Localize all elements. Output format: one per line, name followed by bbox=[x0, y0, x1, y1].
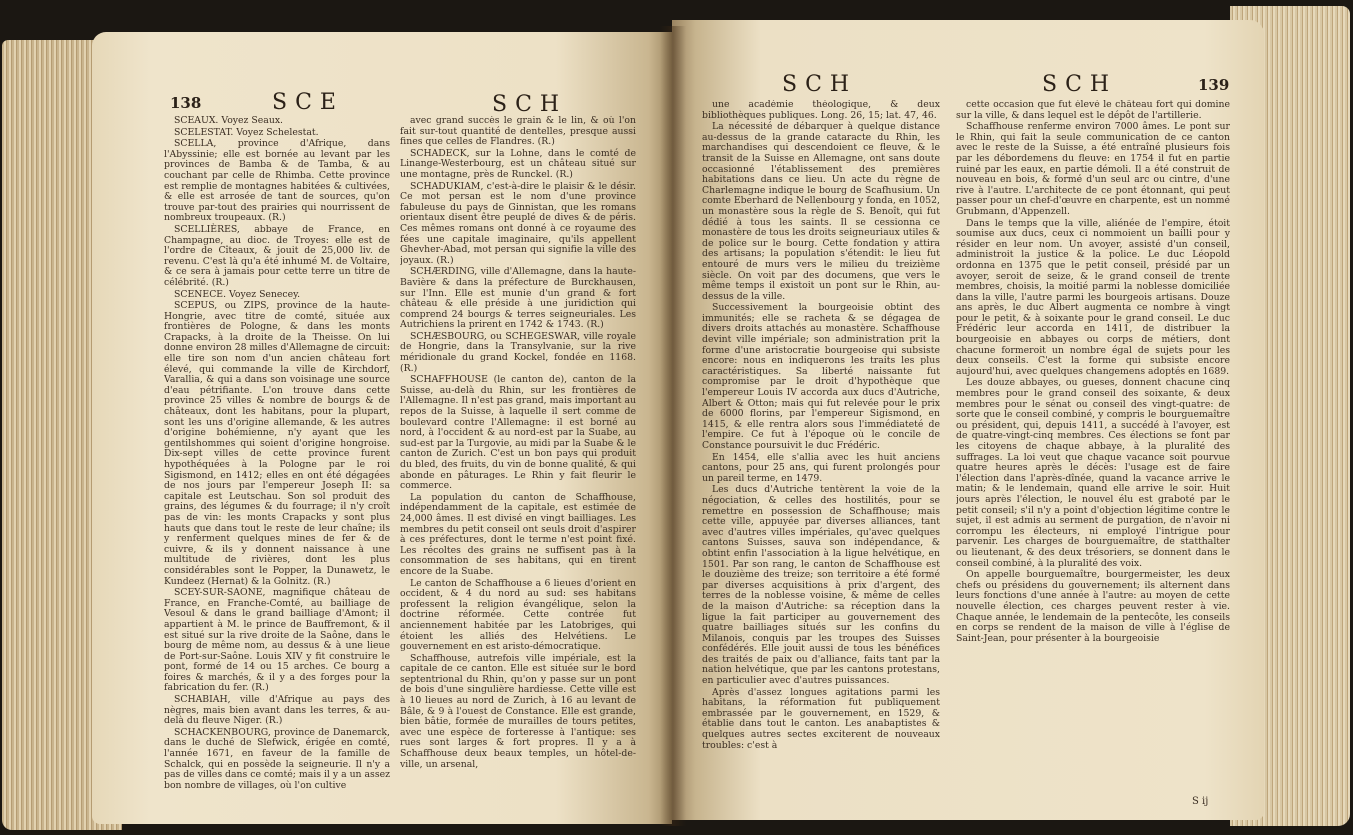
running-head-left: SCH bbox=[782, 72, 858, 97]
text-column-1 bbox=[702, 100, 940, 812]
paragraph: Schaffhouse renferme environ 7000 âmes. Le pont sur le Rhin, qui fait la seule communication de ce canton avec le reste de la Suisse, a été entraîné plusieurs fois par les débordemens du fleuve: en 1754 il fut en partie ruiné par les eaux, en partie démoli. Il a été construit de nouveau en bois, & formé d'un seul arc ou cintre, d'une rive à l'autre. L'architecte de ce pont étonnant, qui peut passer pour un chef-d'œuvre en charpente, est un nommé Grubmann, d'Appenzell. bbox=[956, 121, 1230, 217]
paragraph: SCELLIÈRES, abbaye de France, en Champagne, au dioc. de Troyes: elle est de l'ordre de Cîteaux, & jouit de 25,000 liv. de revenu. C'est là qu'a été inhumé M. de Voltaire, & ce sera à jamais pour cette terre un titre de célébrité. (R.) bbox=[164, 223, 390, 288]
text-column-2 bbox=[956, 100, 1230, 800]
paragraph: SCHABIAH, ville d'Afrique au pays des nègres, mais bien avant dans les terres, & au-delà du fleuve Niger. (R.) bbox=[164, 694, 390, 727]
catchword: S ij bbox=[1192, 796, 1209, 807]
text-column-2 bbox=[400, 116, 636, 806]
right-page bbox=[672, 20, 1264, 820]
paragraph: SCHACKENBOURG, province de Danemarck, dans le duché de Slefwick, érigée en comté, l'année 1671, en faveur de la famille de Schalck, qui en possède la seigneurie. Il n'y a pas de villes dans ce comté; mais il y a un assez bon nombre de villages, où l'on cultive bbox=[164, 726, 390, 791]
paragraph: avec grand succès le grain & le lin, & où l'on fait sur-tout quantité de dentelles, presque aussi fines que celles de Flandres. (R.) bbox=[400, 116, 636, 148]
paragraph: La nécessité de débarquer à quelque distance au-dessus de la grande cataracte du Rhin, les marchandises qui descendoient ce fleuve, & le transit de la Suisse en Allemagne, ont sans doute occasionné l'établissement des premières habitations dans ce lieu. Un acte du règne de Charlemagne indique le bourg de Scafhusium. Un comte Eberhard de Nellenbourg y fonda, en 1052, un monastère sous la règle de S. Benoît, qui fut dédié à tous les saints. Il se cessionna ce monastère de tous les droits seigneuriaux utiles & de police sur le bourg. Cette fondation y attira des artisans; la population s'étendit: le lieu fut entouré de murs vers le milieu du treizième siècle. On voit par des documens, que vers le même temps il existoit un pont sur le Rhin, au-dessus de la ville. bbox=[702, 121, 940, 302]
book-gutter bbox=[660, 26, 686, 826]
paragraph: En 1454, elle s'allia avec les huit anciens cantons, pour 25 ans, qui furent prolongés pour un pareil terme, en 1479. bbox=[702, 451, 940, 484]
paragraph: SCEY-SUR-SAONE, magnifique château de France, en Franche-Comté, au bailliage de Vesoul & dans le grand bailliage d'Amont; il appartient à M. le prince de Bauffremont, & il est situé sur la rive droite de la Saône, dans le bourg de même nom, au dessus & à une lieue de Port-sur-Saône. Louis XIV y fit construire le pont, formé de 14 ou 15 arches. Ce bourg a foires & marchés, & il y a des forges pour la fabrication du fer. (R.) bbox=[164, 587, 390, 694]
paragraph: SCELLA, province d'Afrique, dans l'Abyssinie; elle est bornée au levant par les provinces de Bamba & de Tamba, & au couchant par celle de Rhimba. Cette province est remplie de montagnes habitées & cultivées, & elle est arrosée de tant de sources, qu'on trouve par-tout des prairies qui nourrissent de nombreux troupeaux. (R.) bbox=[164, 138, 390, 224]
paragraph: On appelle bourguemaître, bourgermeister, les deux chefs ou présidens du gouvernement; ils alternent dans leurs fonctions d'une année à l'autre: au moyen de cette nouvelle élection, ces charges peuvent rester à vie. Chaque année, le lendemain de la pentecôte, les conseils en corps se rendent de la maison de ville à l'église de Saint-Jean, pour présenter à la bourgeoisie bbox=[956, 569, 1230, 644]
page-number: 138 bbox=[170, 94, 202, 112]
paragraph: SCEPUS, ou ZIPS, province de la haute-Hongrie, avec titre de comté, située aux frontières de Pologne, & dans les monts Crapacks, à la droite de la Theisse. On lui donne environ 28 milles d'Allemagne de circuit: elle tire son nom d'un ancien château fort élevé, qui commande la ville de Kirchdorf, Varallia, & qui a dans son voisinage une source d'eau pétrifiante. L'on trouve dans cette province 25 villes & nombre de bourgs & de châteaux, dont les habitans, pour la plupart, sont les uns d'origine allemande, & les autres d'origine bohémienne, n'y ayant que les gentilshommes qui soient d'origine hongroise. Dix-sept villes de cette province furent hypothéquées à la Pologne par le roi Sigismond, en 1412; elles en ont été dégagées de nos jours par l'empereur Joseph II: sa capitale est Leutschau. Son sol produit des grains, des légumes & du fourrage; il n'y croît pas de vin: les monts Crapacks y sont plus hauts que dans tout le reste de leur chaîne; ils y renferment quelques mines de fer & de cuivre, & ils y donnent naissance à une multitude de rivières, dont les plus considérables sont le Popper, la Dunawetz, le Kundeez (Hernat) & la Golnitz. (R.) bbox=[164, 300, 390, 587]
paragraph: SCELESTAT. Voyez Schelestat. bbox=[174, 126, 319, 138]
running-head-right: SCH bbox=[1042, 72, 1118, 97]
running-head-left: SCE bbox=[272, 90, 344, 115]
page-number: 139 bbox=[1198, 76, 1230, 94]
text-column-1 bbox=[164, 116, 390, 806]
paragraph: Les douze abbayes, ou gueses, donnent chacune cinq membres pour le grand conseil des soixante, & deux membres pour le sénat ou conseil des vingt-quatre: de sorte que le conseil combiné, y compris le bourguemaître ou président, qui, depuis 1411, a succédé à l'avoyer, est de quatre-vingt-cinq membres. Ces élections se font par les citoyens de chaque abbaye, à la pluralité des suffrages. La loi veut que chaque vacance soit pourvue quatre heures après le décès: l'usage est de faire l'élection dans l'après-dînée, quand la vacance arrive le matin; & le lendemain, quand elle arrive le soir. Huit jours après l'élection, le nouvel élu est graboté par le petit conseil; s'il n'y a point d'objection légitime contre le sujet, il est admis au serment de purgation, de n'avoir ni corrompu les électeurs, ni employé l'intrigue pour parvenir. Les charges de bourguemaître, de statthalter ou lieutenant, & des deux trésoriers, se donnent dans le conseil combiné, à la pluralité des voix. bbox=[956, 377, 1230, 569]
paragraph: SCHAFFHOUSE (le canton de), canton de la Suisse, au-delà du Rhin, sur les frontières de l'Allemagne. Il n'est pas grand, mais important au repos de la Suisse, à laquelle il sert comme de boulevard contre l'Allemagne: il est borné au nord, à l'occident & au nord-est par la Suabe, au sud-est par la Turgovie, au midi par la Suabe & le canton de Zurich. C'est un bon pays qui produit du bled, des fruits, du vin de bonne qualité, & qui abonde en pâturages. Le Rhin y fait fleurir le commerce. bbox=[400, 374, 636, 492]
paragraph: La population du canton de Schaffhouse, indépendamment de la capitale, est estimée de 24,000 âmes. Il est divisé en vingt bailliages. Les membres du petit conseil ont seuls droit d'aspirer à ces préfectures, dont le terme n'est point fixé. Les récoltes des grains ne suffisent pas à la consommation de ses habitans, qui en tirent encore de la Suabe. bbox=[400, 491, 636, 577]
paragraph: Après d'assez longues agitations parmi les habitans, la réformation fut publiquement embrassée par le gouvernement, en 1529, & établie dans tout le canton. Les anabaptistes & quelques autres sectes exciterent de nouveaux troubles: c'est à bbox=[702, 686, 940, 751]
paragraph: cette occasion que fut élevé le château fort qui domine sur la ville, & dans lequel est le dépôt de l'artillerie. bbox=[956, 100, 1230, 121]
paragraph: une académie théologique, & deux bibliothèques publiques. Long. 26, 15; lat. 47, 46. bbox=[702, 100, 940, 121]
paragraph: Dans le temps que la ville, aliénée de l'empire, étoit soumise aux ducs, ceux ci nommoient un bailli pour y résider en leur nom. Un avoyer, assisté d'un conseil, administroit la justice & la police. Le duc Léopold ordonna en 1375 que le petit conseil, présidé par un avoyer, seroit de seize, & le grand conseil de trente membres, choisis, la moitié parmi la noblesse domiciliée dans la ville, l'autre parmi les bourgeois artisans. Douze ans après, le duc Albert augmenta ce nombre à vingt pour le petit, & à soixante pour le grand conseil. Le duc Frédéric leur accorda en 1411, de distribuer la bourgeoisie en abbayes ou corps de métiers, dont chacune formeroit un nombre égal de sujets pour les deux conseils. C'est la forme qui subsiste encore aujourd'hui, avec quelques changemens adoptés en 1689. bbox=[956, 217, 1230, 377]
paragraph: Successivement la bourgeoisie obtint des immunités; elle se racheta & se dégagea de divers droits attachés au monastère. Schaffhouse devint ville impériale; son administration prit la forme d'une aristocratie bourgeoise qui subsiste encore: nous en indiquerons les traits les plus caractéristiques. Sa liberté naissante fut compromise par le droit d'hypothèque que l'empereur Louis IV accorda aux ducs d'Autriche, Albert & Otton; mais qui fut relevée pour le prix de 6000 florins, par l'empereur Sigismond, en 1415, & elle rentra alors sous l'immédiateté de l'empire. Ce fut à l'époque où le concile de Constance poursuivit le duc Frédéric. bbox=[702, 302, 940, 451]
paragraph: Le canton de Schaffhouse a 6 lieues d'orient en occident, & 4 du nord au sud: ses habitans professent la religion évangélique, selon la doctrine réformée. Cette contrée fut anciennement habitée par les Latobriges, qui étoient les alliés des Helvétiens. Le gouvernement en est aristo-démocratique. bbox=[400, 577, 636, 653]
left-page bbox=[92, 32, 672, 824]
paragraph: SCENECE. Voyez Senecey. bbox=[174, 288, 301, 300]
paragraph: SCEAUX. Voyez Seaux. bbox=[174, 116, 284, 126]
running-head-right: SCH bbox=[492, 92, 568, 117]
paragraph: SCHÆRDING, ville d'Allemagne, dans la haute-Bavière & dans la préfecture de Burckhausen, sur l'Inn. Elle est munie d'un grand & fort château & elle préside à une juridiction qui comprend 24 bourgs & terres seigneuriales. Les Autrichiens la prirent en 1742 & 1743. (R.) bbox=[400, 266, 636, 331]
paragraph: SCHADECK, sur la Lohne, dans le comté de Linange-Westerbourg, est un château situé sur une montagne, près de Runckel. (R.) bbox=[400, 147, 636, 180]
paragraph: Les ducs d'Autriche tentèrent la voie de la négociation, & celles des hostilités, pour se remettre en possession de Schaffhouse; mais cette ville, appuyée par diverses alliances, tant avec d'autres villes impériales, qu'avec quelques cantons Suisses, sauva son indépendance, & obtint enfin l'association à la ligue helvétique, en 1501. Par son rang, le canton de Schaffhouse est le douzième des treize; son territoire a été formé par diverses acquisitions à prix d'argent, des terres de la noblesse voisine, & même de celles de la maison d'Autriche: sa réception dans la ligue la fait participer au gouvernement des quatre bailliages situés sur les confins du Milanois, conquis par les troupes des Suisses confédérés. Elle jouit aussi de tous les bénéfices des traités de paix ou d'alliance, faits tant par la nation helvétique, que par les cantons protestans, en particulier avec d'autres puissances. bbox=[702, 484, 940, 687]
paragraph: SCHADUKIAM, c'est-à-dire le plaisir & le désir. Ce mot persan est le nom d'une province fabuleuse du pays de Ginnistan, que les romans orientaux disent être peuplé de dives & de péris. Ces mêmes romans ont donné à ce royaume des fées une capitale imaginaire, qu'ils appellent Ghevher-Abad, mot persan qui signifie la ville des joyaux. (R.) bbox=[400, 180, 636, 266]
paragraph: SCHÆSBOURG, ou SCHEGESWAR, ville royale de Hongrie, dans la Transylvanie, sur la rive méridionale du grand Kockel, fondée en 1168. (R.) bbox=[400, 330, 636, 374]
paragraph: Schaffhouse, autrefois ville impériale, est la capitale de ce canton. Elle est située sur le bord septentrional du Rhin, qu'on y passe sur un pont de bois d'une singulière hardiesse. Cette ville est à 10 lieues au nord de Zurich, à 16 au levant de Bâle, & 9 à l'ouest de Constance. Elle est grande, bien bâtie, formée de murailles de tours petites, avec une espèce de forteresse à l'antique: ses rues sont larges & fort propres. Il y a à Schaffhouse deux beaux temples, un hôtel-de-ville, un arsenal, bbox=[400, 652, 636, 770]
